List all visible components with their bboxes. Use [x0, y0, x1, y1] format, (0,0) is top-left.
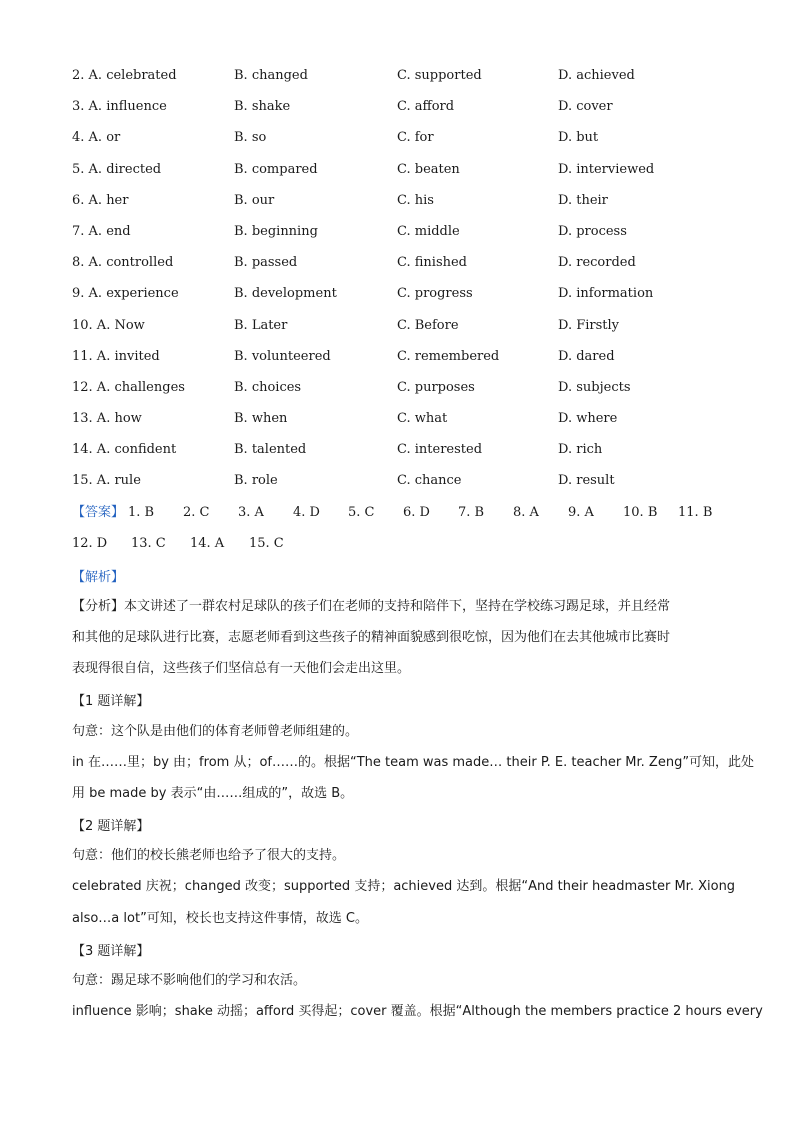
option-row	[72, 471, 732, 502]
q1-title: 【1 题详解】	[72, 694, 150, 709]
option-c: C. what	[397, 411, 448, 427]
answer-item: 13. C	[131, 536, 166, 551]
option-d: D. result	[558, 473, 615, 489]
option-d: D. interviewed	[558, 161, 655, 177]
option-a: 12. A. challenges	[72, 379, 185, 395]
summary-line-2: 和其他的足球队进行比赛，志愿老师看到这些孩子的精神面貌感到很吃惊，因为他们在去其他城市比赛时	[72, 630, 671, 645]
answer-item: 3. A	[238, 505, 264, 520]
option-a: 5. A. directed	[72, 161, 162, 177]
answer-item: 14. A	[190, 536, 225, 551]
option-row	[72, 409, 732, 440]
option-c: C. supported	[397, 68, 482, 83]
answer-item: 10. B	[623, 505, 658, 520]
option-d: D. information	[558, 286, 654, 302]
option-b: B. development	[234, 286, 337, 302]
summary-line-1: 【分析】本文讲述了一群农村足球队的孩子们在老师的支持和陪伴下，坚持在学校练习踢足球，并且经常	[72, 599, 671, 614]
answer-item: 8. A	[513, 505, 539, 520]
option-row	[72, 222, 732, 253]
q2-explain-line-1: celebrated 庆祝；changed 改变；supported 支持；achieved 达到。根据“And their headmaster Mr. Xiong	[72, 879, 736, 894]
option-b: B. role	[234, 473, 278, 489]
option-c: C. finished	[397, 255, 468, 271]
option-c: C. middle	[397, 223, 460, 239]
option-d: D. but	[558, 130, 599, 146]
option-a: 14. A. confident	[72, 442, 177, 458]
option-b: B. when	[234, 411, 288, 427]
answer-line-1	[72, 503, 733, 523]
answer-item: 1. B	[128, 505, 155, 520]
analysis-label: 【解析】	[72, 570, 125, 585]
option-b: B. beginning	[234, 223, 318, 239]
option-b: B. shake	[234, 99, 291, 115]
option-a: 15. A. rule	[72, 473, 141, 489]
option-d: D. subjects	[558, 379, 631, 395]
option-row	[72, 253, 732, 284]
option-a: 9. A. experience	[72, 286, 179, 302]
option-row	[72, 191, 732, 222]
q1-meaning: 句意：这个队是由他们的体育老师曾老师组建的。	[72, 724, 359, 739]
option-row	[72, 440, 732, 471]
options-table	[72, 66, 732, 503]
option-d: D. cover	[558, 99, 613, 115]
option-row	[72, 378, 732, 409]
answer-item: 11. B	[678, 505, 713, 520]
option-b: B. choices	[234, 379, 302, 395]
option-row	[72, 66, 732, 97]
option-b: B. so	[234, 130, 267, 146]
option-b: B. Later	[234, 317, 288, 333]
option-row	[72, 160, 732, 191]
option-row	[72, 97, 732, 128]
option-a: 8. A. controlled	[72, 255, 174, 271]
summary-line-3: 表现得很自信，这些孩子们坚信总有一天他们会走出这里。	[72, 661, 411, 676]
option-row	[72, 128, 732, 159]
option-d: D. process	[558, 223, 627, 239]
answer-item: 2. C	[183, 505, 210, 520]
option-d: D. where	[558, 411, 618, 427]
answer-item: 4. D	[293, 505, 320, 520]
q2-meaning: 句意：他们的校长熊老师也给予了很大的支持。	[72, 848, 346, 863]
option-a: 11. A. invited	[72, 348, 160, 364]
option-a: 2. A. celebrated	[72, 68, 177, 83]
option-c: C. interested	[397, 442, 483, 458]
option-a: 7. A. end	[72, 223, 131, 239]
option-row	[72, 347, 732, 378]
q3-explain-line-1: influence 影响；shake 动摇；afford 买得起；cover 覆盖。根据“Although the members practice 2 hours every	[72, 1004, 763, 1019]
option-d: D. rich	[558, 442, 603, 458]
option-c: C. afford	[397, 99, 455, 115]
option-a: 6. A. her	[72, 192, 129, 208]
option-b: B. compared	[234, 161, 318, 177]
option-c: C. remembered	[397, 348, 500, 364]
answer-line-2	[72, 534, 308, 554]
answer-item: 5. C	[348, 505, 375, 520]
option-c: C. for	[397, 130, 434, 146]
option-a: 13. A. how	[72, 411, 142, 427]
option-c: C. Before	[397, 317, 459, 333]
option-b: B. our	[234, 192, 275, 208]
option-d: D. their	[558, 192, 608, 208]
option-d: D. dared	[558, 348, 615, 364]
option-c: C. his	[397, 192, 434, 208]
answer-item: 7. B	[458, 505, 485, 520]
answer-item: 9. A	[568, 505, 594, 520]
option-d: D. Firstly	[558, 317, 620, 333]
option-c: C. beaten	[397, 161, 460, 177]
q1-explain-line-2: 用 be made by 表示“由……组成的”，故选 B。	[72, 786, 354, 801]
option-b: B. talented	[234, 442, 307, 458]
option-a: 3. A. influence	[72, 99, 167, 115]
option-c: C. purposes	[397, 379, 475, 395]
option-a: 4. A. or	[72, 130, 121, 146]
option-row	[72, 284, 732, 315]
q3-title: 【3 题详解】	[72, 944, 150, 959]
option-a: 10. A. Now	[72, 317, 145, 333]
answer-label: 【答案】	[72, 505, 125, 520]
q2-title: 【2 题详解】	[72, 819, 150, 834]
option-row	[72, 316, 732, 347]
answer-item: 6. D	[403, 505, 430, 520]
option-b: B. changed	[234, 68, 308, 83]
answer-item: 15. C	[249, 536, 284, 551]
option-d: D. recorded	[558, 255, 636, 271]
option-b: B. passed	[234, 255, 298, 271]
q2-explain-line-2: also…a lot”可知，校长也支持这件事情，故选 C。	[72, 911, 369, 926]
answer-item: 12. D	[72, 536, 108, 551]
q1-explain-line-1: in 在……里；by 由；from 从；of……的。根据“The team was made… their P. E. teacher Mr. Zeng”可知，此处	[72, 755, 755, 770]
option-c: C. chance	[397, 473, 462, 489]
option-b: B. volunteered	[234, 348, 331, 364]
option-c: C. progress	[397, 286, 473, 302]
option-d: D. achieved	[558, 68, 635, 83]
q3-meaning: 句意：踢足球不影响他们的学习和农活。	[72, 973, 307, 988]
